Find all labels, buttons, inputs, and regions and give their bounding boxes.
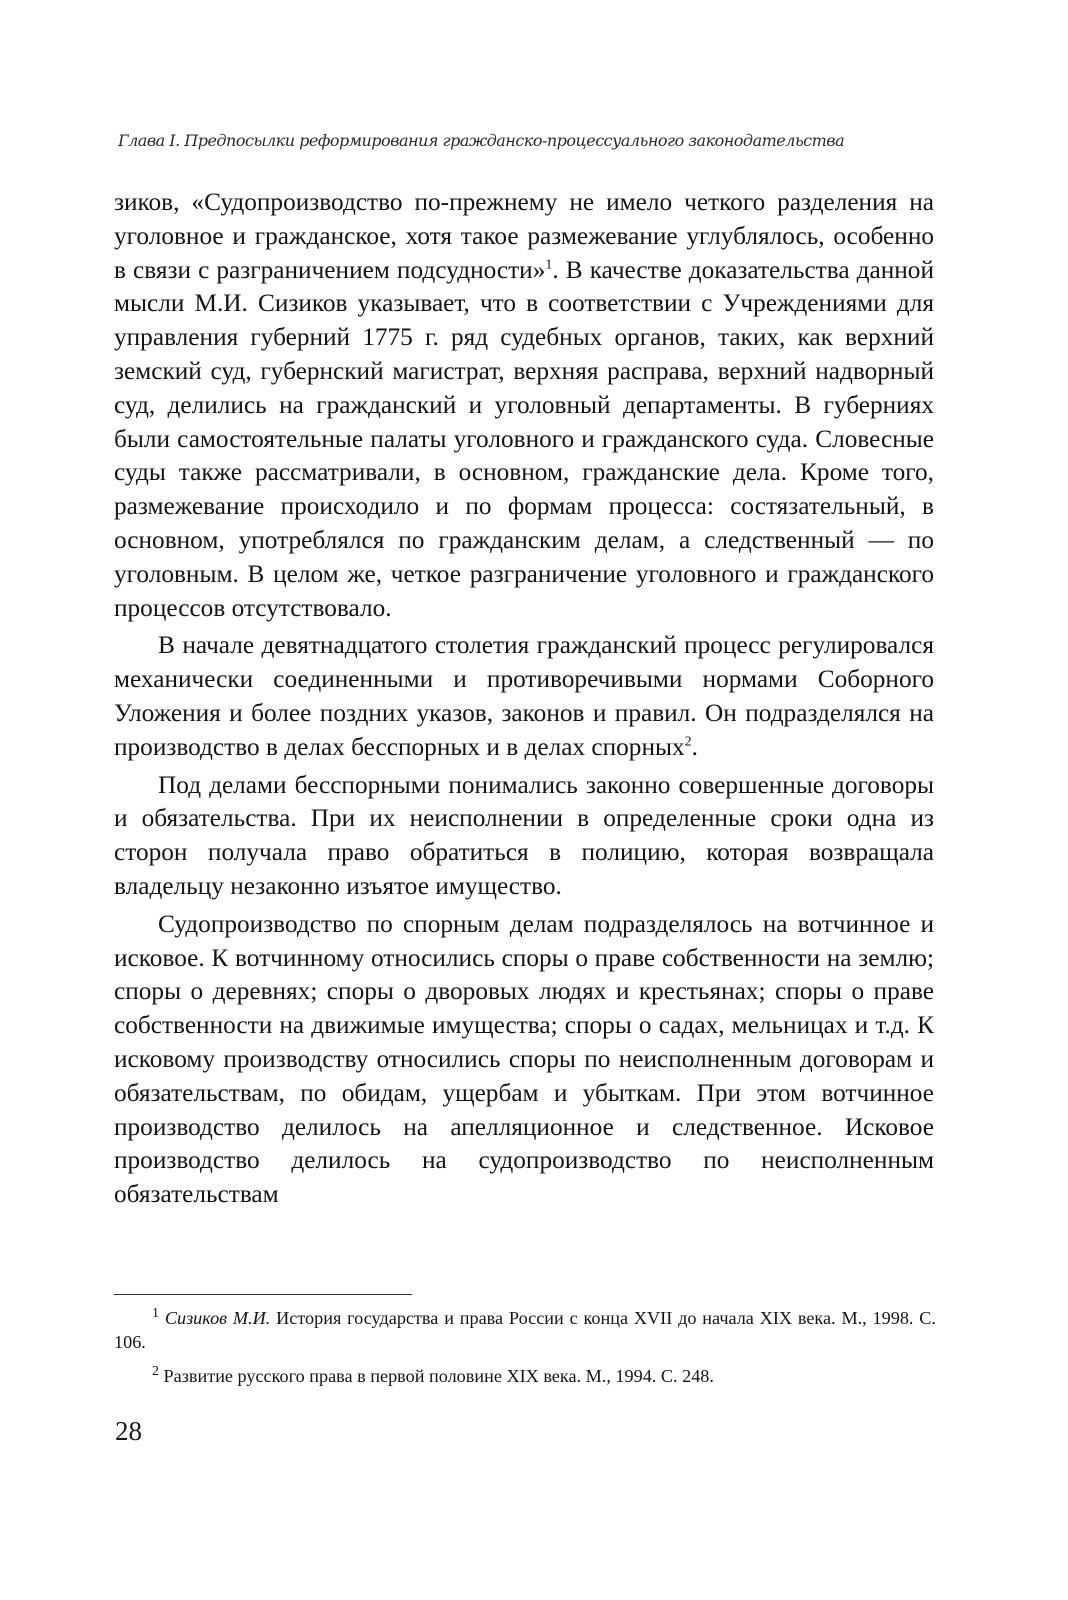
footnote-1 xyxy=(114,1306,936,1354)
footnote-2 xyxy=(114,1364,936,1388)
paragraph-text: . xyxy=(691,732,698,761)
footnote-text: Развитие русского права в первой половине XIX века. М., 1994. С. 248. xyxy=(163,1366,714,1386)
paragraph-2 xyxy=(114,629,934,764)
footnote-author: Сизиков М.И. xyxy=(164,1308,271,1328)
main-text xyxy=(114,186,934,1212)
paragraph-text: . В качестве доказательства данной мысли М.И. Сизиков указывает, что в соответствии с Учреждениями для управления губерний 1775 г. ряд судебных органов, таких, как верхний земский суд, губернский магистрат, верхняя расправа, верхний надворный суд, делились на гражданский и уголовный департаменты. В губерниях были самостоятельные палаты уголовного и гражданского суда. Словесные суды также рассматривали, в основном, гражданские дела. Кроме того, размежевание происходило и по формам процесса: состязательный, в основном, употреблялся по гражданским делам, а следственный — по уголовным. В целом же, четкое разграничение уголовного и гражданского процессов отсутствовало. xyxy=(114,255,934,622)
paragraph-text: Судопроизводство по спорным делам подразделялось на вотчинное и исковое. К вотчинному относились споры о праве собственности на землю; споры о деревнях; споры о дворовых людях и крестьянах; споры о праве собственности на движимые имущества; споры о садах, мельницах и т.д. К исковому производству относились споры по неисполненным договорам и обязательствам, по обидам, ущербам и убыткам. При этом вотчинное производство делилось на апелляционное и следственное. Исковое производство делилось на судопроизводство по неисполненным обязательствам xyxy=(114,909,934,1209)
paragraph-3 xyxy=(114,769,934,904)
paragraph-4 xyxy=(114,908,934,1212)
footnote-text: История государства и права России с конца XVII до начала XIX века. М., 1998. С. 106. xyxy=(114,1308,936,1352)
paragraph-text: В начале девятнадцатого столетия гражданский процесс регулировался механически соединенными и противоречивыми нормами Соборного Уложения и более поздних указов, законов и правил. Он подразделялся на производство в делах бесспорных и в делах спорных xyxy=(114,631,934,761)
footnote-ref-1[interactable]: 1 xyxy=(545,257,553,273)
paragraph-1 xyxy=(114,186,934,625)
footnote-ref-2[interactable]: 2 xyxy=(684,734,692,750)
paragraph-text: Под делами бесспорными понимались законно совершенные договоры и обязательства. При их неисполнении в определенные сроки одна из сторон получала право обратиться в полицию, которая возвращала владельцу незаконно изъятое имущество. xyxy=(114,770,934,900)
footnote-separator xyxy=(114,1294,412,1295)
paragraph-text: зиков, «Судопроизводство по-прежнему не имело четкого разделения на уголовное и гражданское, хотя такое размежевание углублялось, особенно в связи с разграничением подсудности» xyxy=(114,188,934,284)
page-number: 28 xyxy=(115,1416,142,1446)
running-header: Глава I. Предпосылки реформирования гражданско-процессуального законодательства xyxy=(118,131,845,150)
footnote-marker: 2 xyxy=(152,1363,159,1379)
footnote-marker: 1 xyxy=(152,1305,159,1321)
footnotes xyxy=(114,1306,936,1388)
